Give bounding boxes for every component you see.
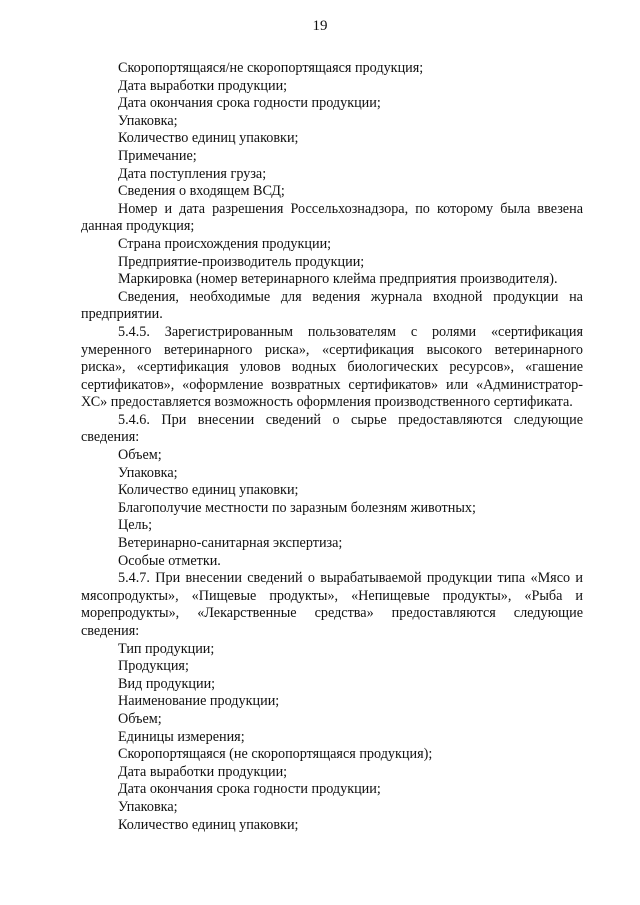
list-item: Цель; — [118, 517, 153, 534]
list-item: Благополучие местности по заразным болезням животных; — [118, 499, 476, 516]
list-item: Дата окончания срока годности продукции; — [118, 781, 381, 798]
list-item: Объем; — [118, 447, 162, 464]
section-paragraph-5-4-7: 5.4.7. При внесении сведений о вырабатываемой продукции типа «Мясо и мясопродукты», «Пищевые продукты», «Непищевые продукты», «Рыба и морепродукты», «Лекарственные средства» предоставляются следующие сведения: — [81, 570, 583, 639]
list-item: Количество единиц упаковки; — [118, 482, 299, 499]
list-item: Объем; — [118, 710, 162, 727]
list-item: Скоропортящаяся (не скоропортящаяся продукция); — [118, 746, 433, 763]
section-paragraph-5-4-5: 5.4.5. Зарегистрированным пользователям с ролями «сертификация умеренного ветеринарного риска», «сертификация высокого ветеринарного риска», «сертификация уловов водных биологических ресурсов», «гашение сертификатов», «оформление возвратных сертификатов» или «Администратор-ХС» предоставляется возможность оформления производственного сертификата. — [81, 323, 583, 411]
list-item: Упаковка; — [118, 112, 178, 129]
list-item: Упаковка; — [118, 464, 178, 481]
list-item: Скоропортящаяся/не скоропортящаяся продукция; — [118, 60, 424, 76]
paragraph: Сведения, необходимые для ведения журнала входной продукции на предприятии. — [81, 288, 583, 323]
list-item: Упаковка; — [118, 798, 178, 815]
list-item: Страна происхождения продукции; — [118, 235, 332, 252]
list-item: Количество единиц упаковки; — [118, 130, 299, 147]
list-item: Количество единиц упаковки; — [118, 816, 299, 833]
list-item: Дата выработки продукции; — [118, 763, 288, 780]
list-item: Маркировка (номер ветеринарного клейма предприятия производителя). — [118, 271, 558, 288]
list-item: Предприятие-производитель продукции; — [118, 253, 365, 270]
list-item: Дата поступления груза; — [118, 165, 267, 182]
list-item: Продукция; — [118, 658, 189, 675]
list-item: Номер и дата разрешения Россельхознадзора, по которому была ввезена данная продукция; — [81, 200, 583, 235]
section-paragraph-5-4-6: 5.4.6. При внесении сведений о сырье предоставляются следующие сведения: — [81, 411, 583, 446]
list-item: Тип продукции; — [118, 640, 215, 657]
page-number: 19 — [312, 18, 328, 34]
list-item: Единицы измерения; — [118, 728, 245, 745]
list-item: Вид продукции; — [118, 675, 216, 692]
list-item: Наименование продукции; — [118, 693, 280, 710]
list-item: Дата окончания срока годности продукции; — [118, 95, 381, 112]
list-item: Особые отметки. — [118, 552, 221, 569]
list-item: Ветеринарно-санитарная экспертиза; — [118, 535, 343, 552]
list-item: Дата выработки продукции; — [118, 77, 288, 94]
document-body — [81, 60, 583, 834]
list-item: Сведения о входящем ВСД; — [118, 183, 285, 200]
list-item: Примечание; — [118, 147, 197, 164]
